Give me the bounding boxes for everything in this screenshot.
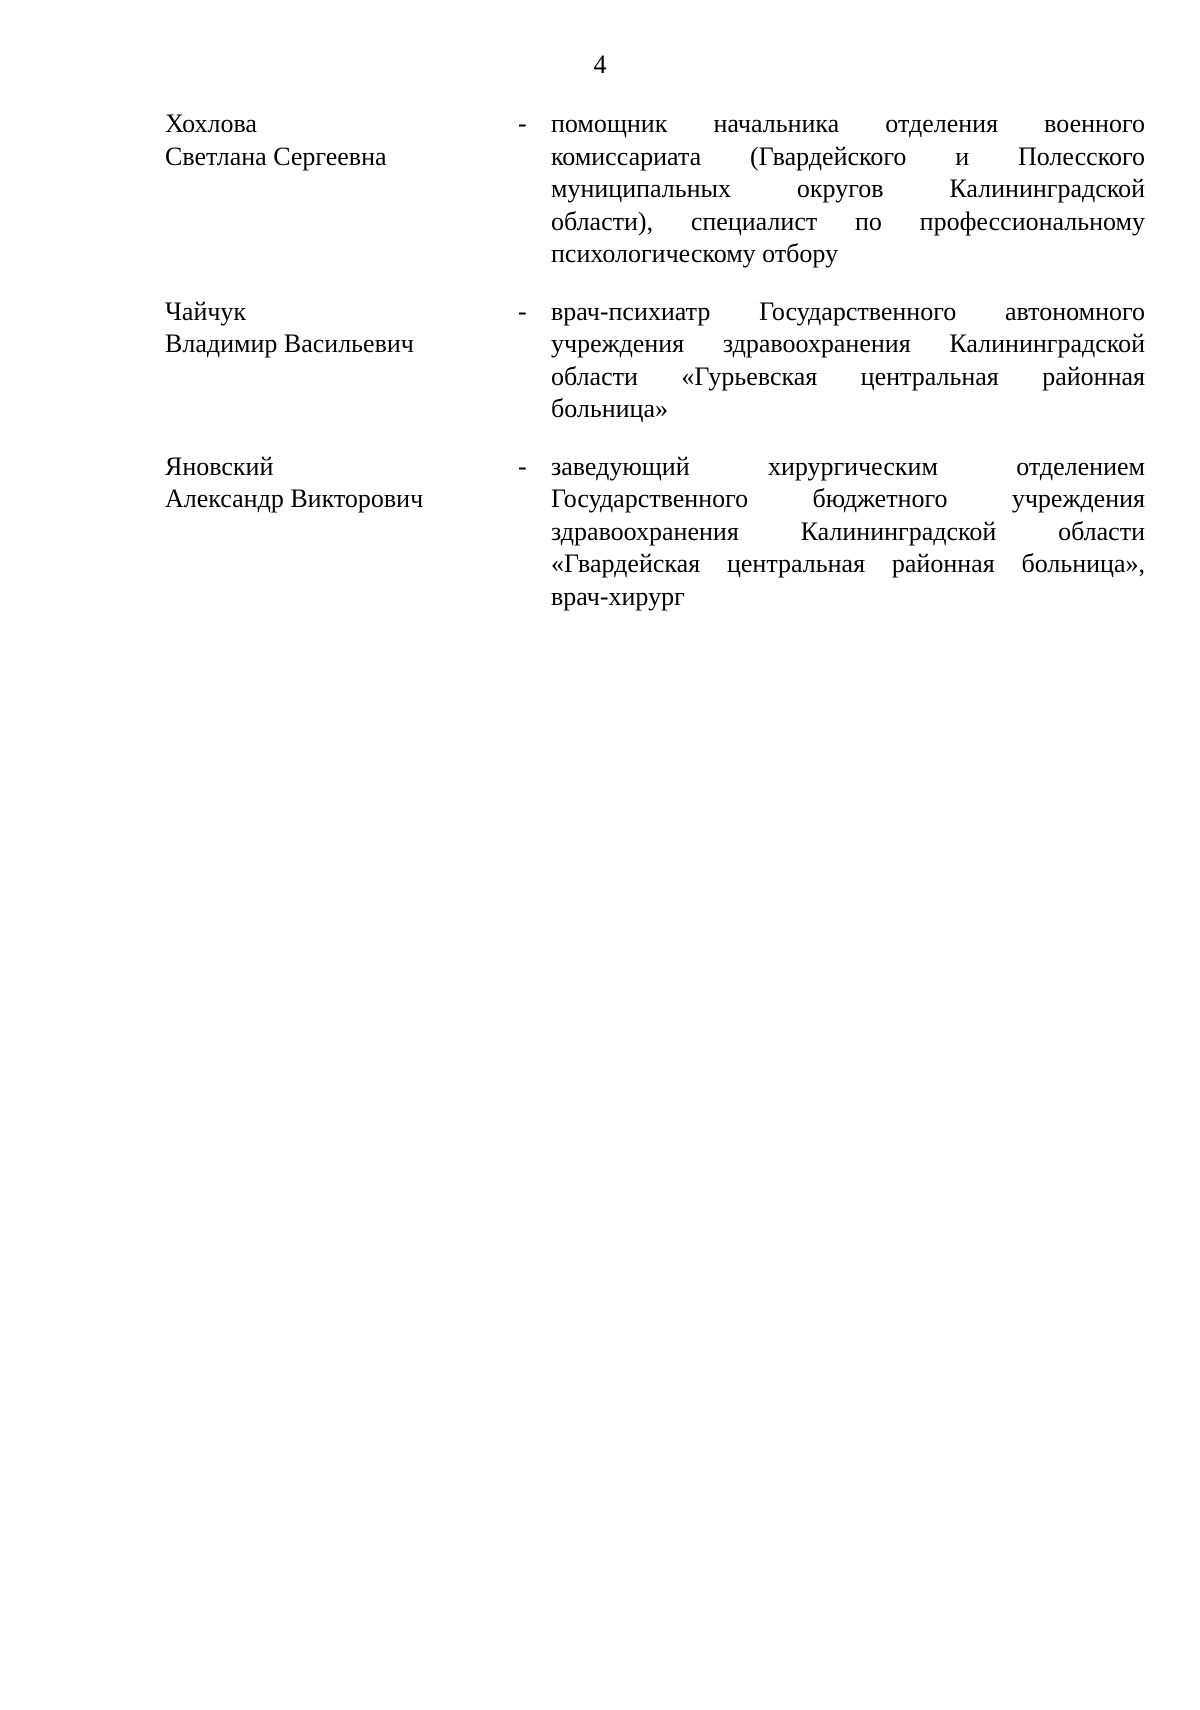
member-given-names: Светлана Сергеевна	[165, 141, 387, 171]
position-line: заведующий хирургическим отделением	[551, 451, 1145, 481]
separator-dash: -	[518, 451, 527, 481]
member-position	[551, 451, 1145, 614]
position-line: Государственного бюджетного учреждения	[551, 484, 1145, 513]
member-surname: Чайчук	[165, 296, 247, 326]
member-list	[0, 108, 1200, 638]
member-surname: Хохлова	[165, 109, 257, 138]
member-entry-yanovsky	[0, 451, 1200, 614]
member-entry-chaichuk	[0, 296, 1200, 426]
position-line: врач-хирург	[551, 581, 685, 611]
member-entry-khokhlova	[0, 108, 1200, 271]
member-surname: Яновский	[165, 451, 274, 481]
separator-dash: -	[518, 109, 527, 138]
page-number: 4	[593, 50, 607, 79]
position-line: больница»	[551, 394, 668, 423]
position-line: врач-психиатр Государственного автономного	[551, 296, 1145, 326]
member-given-names: Владимир Васильевич	[165, 329, 414, 358]
member-name	[165, 108, 495, 173]
member-name	[165, 296, 495, 361]
position-line: муниципальных округов Калининградской	[551, 174, 1145, 203]
position-line: здравоохранения Калининградской области	[551, 516, 1145, 546]
member-position	[551, 296, 1145, 426]
position-line: помощник начальника отделения военного	[551, 109, 1145, 138]
position-line: учреждения здравоохранения Калининградской	[551, 329, 1145, 358]
position-line: области), специалист по профессиональному	[551, 206, 1145, 236]
position-line: комиссариата (Гвардейского и Полесского	[551, 141, 1145, 171]
member-position	[551, 108, 1145, 271]
member-name	[165, 451, 495, 516]
separator-dash: -	[518, 296, 527, 326]
position-line: «Гвардейская центральная районная больница»,	[551, 549, 1145, 578]
position-line: области «Гурьевская центральная районная	[551, 361, 1145, 391]
position-line: психологическому отбору	[551, 239, 839, 268]
member-given-names: Александр Викторович	[165, 484, 424, 513]
